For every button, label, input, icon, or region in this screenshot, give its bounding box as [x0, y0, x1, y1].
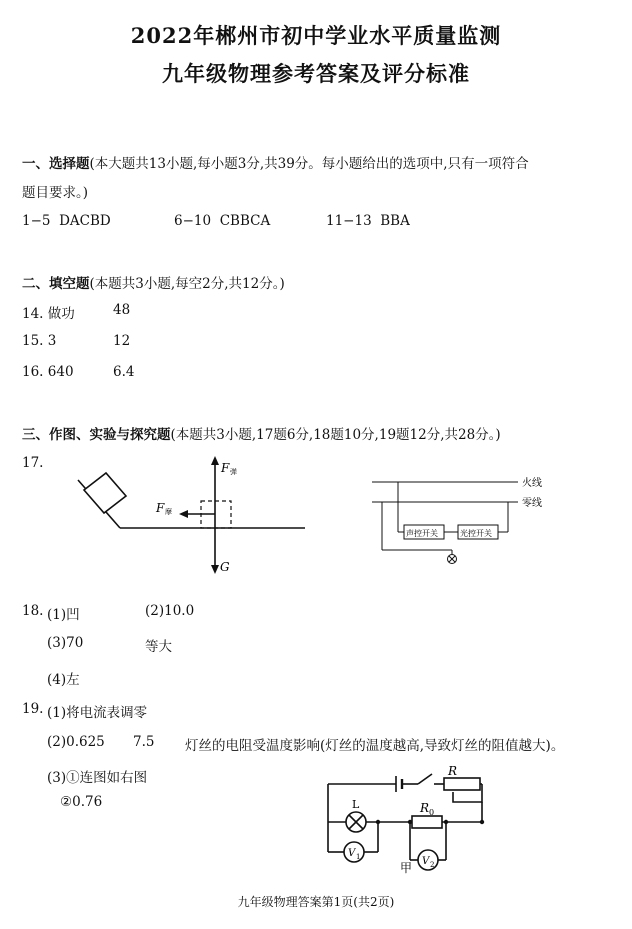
section1-line1 — [22, 152, 529, 172]
q18-answer-1: (1)凹 — [47, 607, 80, 623]
choice-group-1 — [22, 213, 111, 229]
q19-line2-b: 7.5 — [133, 734, 155, 750]
fill-num: 16. — [22, 364, 44, 380]
fill-answer-a: 640 — [47, 364, 74, 380]
label-f-up-sub: 弹 — [230, 468, 237, 476]
fill-answer-b: 48 — [113, 302, 131, 318]
q18-number: 18. — [22, 603, 44, 619]
q18-answer-3b: 等大 — [145, 639, 172, 655]
section3-line — [22, 423, 501, 443]
q19-number: 19. — [22, 701, 44, 717]
left-arrow-icon — [179, 510, 188, 518]
label-f-left-sub: 摩 — [165, 508, 172, 516]
choice-range: 11−13 — [326, 213, 372, 229]
fill-row-16 — [22, 364, 74, 380]
label-v2-sub: 2 — [430, 861, 435, 869]
block-shape — [84, 473, 126, 513]
fill-answer-b: 12 — [113, 333, 131, 349]
fill-num: 15. — [22, 333, 44, 349]
force-diagram — [70, 450, 320, 580]
rheostat-r — [444, 778, 480, 790]
neutral-label: 零线 — [522, 498, 542, 509]
fill-answer-a: 做功 — [47, 306, 75, 322]
choice-group-2 — [174, 213, 270, 229]
switch2-label: 光控开关 — [460, 529, 492, 538]
label-v2: V — [422, 856, 430, 867]
up-arrow-icon — [211, 456, 219, 465]
section1-desc-line2: 题目要求。) — [22, 185, 89, 201]
label-r0: R — [420, 801, 430, 815]
section3-desc: (本题共3小题,17题6分,18题10分,19题12分,共28分。) — [170, 427, 501, 443]
label-v1-sub: 1 — [356, 853, 361, 861]
label-g: G — [220, 560, 230, 574]
switch-blade — [418, 774, 432, 784]
house-circuit-diagram — [368, 470, 568, 570]
q19-line2-c: 灯丝的电阻受温度影响(灯丝的温度越高,导致灯丝的阻值越大)。 — [185, 738, 565, 754]
choice-range: 6−10 — [174, 213, 212, 229]
label-f-left: F — [156, 501, 165, 515]
junction-dot — [376, 820, 380, 824]
fill-num: 14. — [22, 306, 44, 322]
junction-dot — [480, 820, 484, 824]
down-arrow-icon — [211, 565, 219, 574]
q19-line4: ②0.76 — [60, 794, 103, 810]
q17-number: 17. — [22, 455, 44, 471]
section2-heading: 二、填空题 — [22, 276, 90, 292]
switch1-label: 声控开关 — [406, 529, 438, 538]
section2-desc: (本题共3小题,每空2分,共12分。) — [89, 276, 285, 292]
page-footer: 九年级物理答案第1页(共2页) — [237, 895, 395, 909]
q19-line2-a: (2)0.625 — [47, 734, 105, 750]
junction-dot — [444, 820, 448, 824]
choice-answers: CBBCA — [219, 213, 271, 229]
page-subtitle: 九年级物理参考答案及评分标准 — [162, 61, 470, 86]
experiment-circuit-diagram — [322, 762, 492, 874]
fill-answer-a: 3 — [47, 333, 57, 349]
q18-answer-4: (4)左 — [47, 672, 80, 688]
choice-answers: DACBD — [59, 213, 111, 229]
label-f-up: F — [221, 461, 230, 475]
fill-answer-b: 6.4 — [113, 364, 135, 380]
section1-heading: 一、选择题 — [22, 156, 90, 172]
choice-answers: BBA — [380, 213, 410, 229]
label-v1: V — [348, 848, 356, 859]
section2-line — [22, 272, 285, 292]
rheostat-slider-wire — [453, 784, 482, 802]
section3-heading: 三、作图、实验与探究题 — [22, 427, 171, 443]
live-label: 火线 — [522, 478, 542, 489]
label-lamp: L — [352, 798, 360, 811]
q19-line1: (1)将电流表调零 — [47, 705, 148, 721]
choice-group-3 — [326, 213, 410, 229]
label-r0-sub: 0 — [429, 808, 435, 817]
q18-answer-2: (2)10.0 — [145, 603, 195, 619]
q19-line3: (3)①连图如右图 — [47, 770, 148, 786]
section1-desc-line1: (本大题共13小题,每小题3分,共39分。每小题给出的选项中,只有一项符合 — [89, 156, 529, 172]
fill-row-14 — [22, 302, 75, 322]
fill-row-15 — [22, 333, 56, 349]
label-r: R — [448, 764, 458, 778]
page-title: 2022年郴州市初中学业水平质量监测 — [130, 23, 502, 48]
q18-answer-3: (3)70 — [47, 635, 84, 651]
label-caption: 甲 — [400, 861, 413, 875]
resistor-r0 — [412, 816, 442, 828]
junction-dot — [408, 820, 412, 824]
choice-range: 1−5 — [22, 213, 51, 229]
